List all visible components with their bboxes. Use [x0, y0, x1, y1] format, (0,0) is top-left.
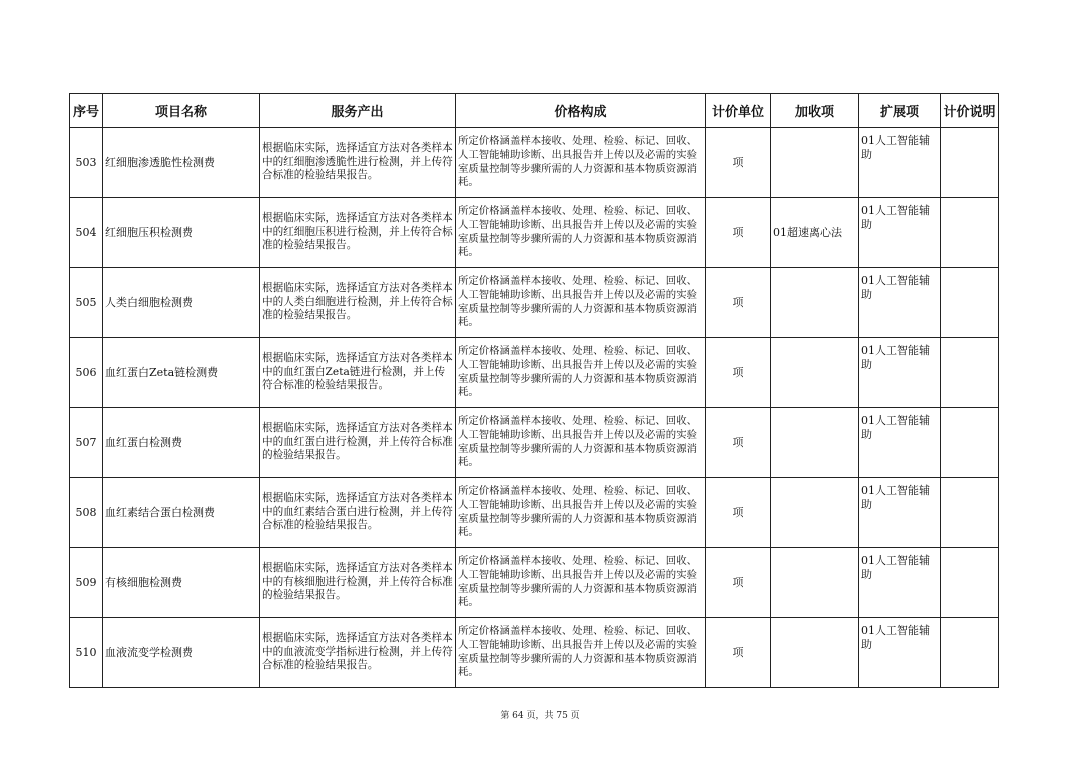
cell-pricing-note — [941, 548, 999, 618]
table-header-row — [70, 94, 999, 128]
cell-no: 503 — [70, 128, 103, 198]
cell-extension: 01人工智能辅助 — [859, 548, 941, 618]
header-price-composition: 价格构成 — [456, 94, 706, 128]
cell-price-composition: 所定价格涵盖样本接收、处理、检验、标记、回收、人工智能辅助诊断、出具报告并上传以及必需的实验室质量控制等步骤所需的人力资源和基本物质资源消耗。 — [456, 478, 706, 548]
page-number-footer: 第 64 页，共 75 页 — [500, 711, 580, 721]
table-row — [70, 478, 999, 548]
cell-surcharge — [771, 478, 859, 548]
cell-surcharge — [771, 128, 859, 198]
cell-extension: 01人工智能辅助 — [859, 128, 941, 198]
cell-unit: 项 — [706, 268, 771, 338]
header-no: 序号 — [70, 94, 103, 128]
table-row — [70, 338, 999, 408]
cell-price-composition: 所定价格涵盖样本接收、处理、检验、标记、回收、人工智能辅助诊断、出具报告并上传以及必需的实验室质量控制等步骤所需的人力资源和基本物质资源消耗。 — [456, 128, 706, 198]
fee-table — [69, 93, 999, 688]
cell-surcharge — [771, 338, 859, 408]
table-row — [70, 408, 999, 478]
cell-pricing-note — [941, 268, 999, 338]
cell-surcharge: 01超速离心法 — [771, 198, 859, 268]
cell-no: 510 — [70, 618, 103, 688]
cell-unit: 项 — [706, 338, 771, 408]
cell-surcharge — [771, 548, 859, 618]
cell-pricing-note — [941, 478, 999, 548]
cell-item-name: 血红蛋白检测费 — [103, 408, 260, 478]
cell-unit: 项 — [706, 618, 771, 688]
cell-no: 504 — [70, 198, 103, 268]
header-pricing-note: 计价说明 — [941, 94, 999, 128]
cell-surcharge — [771, 618, 859, 688]
cell-price-composition: 所定价格涵盖样本接收、处理、检验、标记、回收、人工智能辅助诊断、出具报告并上传以及必需的实验室质量控制等步骤所需的人力资源和基本物质资源消耗。 — [456, 548, 706, 618]
cell-item-name: 红细胞压积检测费 — [103, 198, 260, 268]
cell-no: 507 — [70, 408, 103, 478]
cell-unit: 项 — [706, 478, 771, 548]
header-unit: 计价单位 — [706, 94, 771, 128]
cell-pricing-note — [941, 128, 999, 198]
cell-service-output: 根据临床实际，选择适宜方法对各类样本中的血红素结合蛋白进行检测，并上传符合标准的检验结果报告。 — [260, 478, 456, 548]
cell-extension: 01人工智能辅助 — [859, 198, 941, 268]
cell-extension: 01人工智能辅助 — [859, 408, 941, 478]
cell-price-composition: 所定价格涵盖样本接收、处理、检验、标记、回收、人工智能辅助诊断、出具报告并上传以及必需的实验室质量控制等步骤所需的人力资源和基本物质资源消耗。 — [456, 338, 706, 408]
cell-item-name: 红细胞渗透脆性检测费 — [103, 128, 260, 198]
cell-extension: 01人工智能辅助 — [859, 478, 941, 548]
cell-no: 509 — [70, 548, 103, 618]
header-surcharge: 加收项 — [771, 94, 859, 128]
cell-item-name: 血红素结合蛋白检测费 — [103, 478, 260, 548]
cell-extension: 01人工智能辅助 — [859, 618, 941, 688]
cell-service-output: 根据临床实际，选择适宜方法对各类样本中的血红蛋白进行检测，并上传符合标准的检验结果报告。 — [260, 408, 456, 478]
header-item-name: 项目名称 — [103, 94, 260, 128]
table-row — [70, 128, 999, 198]
header-service-output: 服务产出 — [260, 94, 456, 128]
cell-surcharge — [771, 268, 859, 338]
cell-pricing-note — [941, 408, 999, 478]
cell-service-output: 根据临床实际，选择适宜方法对各类样本中的有核细胞进行检测，并上传符合标准的检验结果报告。 — [260, 548, 456, 618]
cell-no: 505 — [70, 268, 103, 338]
cell-unit: 项 — [706, 408, 771, 478]
cell-price-composition: 所定价格涵盖样本接收、处理、检验、标记、回收、人工智能辅助诊断、出具报告并上传以及必需的实验室质量控制等步骤所需的人力资源和基本物质资源消耗。 — [456, 198, 706, 268]
cell-no: 506 — [70, 338, 103, 408]
table-row — [70, 198, 999, 268]
cell-extension: 01人工智能辅助 — [859, 338, 941, 408]
cell-service-output: 根据临床实际，选择适宜方法对各类样本中的血红蛋白Zeta链进行检测，并上传符合标准的检验结果报告。 — [260, 338, 456, 408]
cell-item-name: 血红蛋白Zeta链检测费 — [103, 338, 260, 408]
table-row — [70, 548, 999, 618]
cell-service-output: 根据临床实际，选择适宜方法对各类样本中的血液流变学指标进行检测，并上传符合标准的检验结果报告。 — [260, 618, 456, 688]
cell-pricing-note — [941, 338, 999, 408]
cell-item-name: 人类白细胞检测费 — [103, 268, 260, 338]
cell-surcharge — [771, 408, 859, 478]
cell-unit: 项 — [706, 548, 771, 618]
cell-pricing-note — [941, 198, 999, 268]
cell-no: 508 — [70, 478, 103, 548]
cell-price-composition: 所定价格涵盖样本接收、处理、检验、标记、回收、人工智能辅助诊断、出具报告并上传以及必需的实验室质量控制等步骤所需的人力资源和基本物质资源消耗。 — [456, 618, 706, 688]
header-extension: 扩展项 — [859, 94, 941, 128]
cell-unit: 项 — [706, 198, 771, 268]
cell-pricing-note — [941, 618, 999, 688]
table-row — [70, 268, 999, 338]
cell-price-composition: 所定价格涵盖样本接收、处理、检验、标记、回收、人工智能辅助诊断、出具报告并上传以及必需的实验室质量控制等步骤所需的人力资源和基本物质资源消耗。 — [456, 408, 706, 478]
cell-service-output: 根据临床实际，选择适宜方法对各类样本中的人类白细胞进行检测，并上传符合标准的检验结果报告。 — [260, 268, 456, 338]
cell-item-name: 血液流变学检测费 — [103, 618, 260, 688]
cell-service-output: 根据临床实际，选择适宜方法对各类样本中的红细胞渗透脆性进行检测，并上传符合标准的检验结果报告。 — [260, 128, 456, 198]
cell-price-composition: 所定价格涵盖样本接收、处理、检验、标记、回收、人工智能辅助诊断、出具报告并上传以及必需的实验室质量控制等步骤所需的人力资源和基本物质资源消耗。 — [456, 268, 706, 338]
cell-service-output: 根据临床实际，选择适宜方法对各类样本中的红细胞压积进行检测，并上传符合标准的检验结果报告。 — [260, 198, 456, 268]
table-row — [70, 618, 999, 688]
cell-unit: 项 — [706, 128, 771, 198]
cell-item-name: 有核细胞检测费 — [103, 548, 260, 618]
cell-extension: 01人工智能辅助 — [859, 268, 941, 338]
